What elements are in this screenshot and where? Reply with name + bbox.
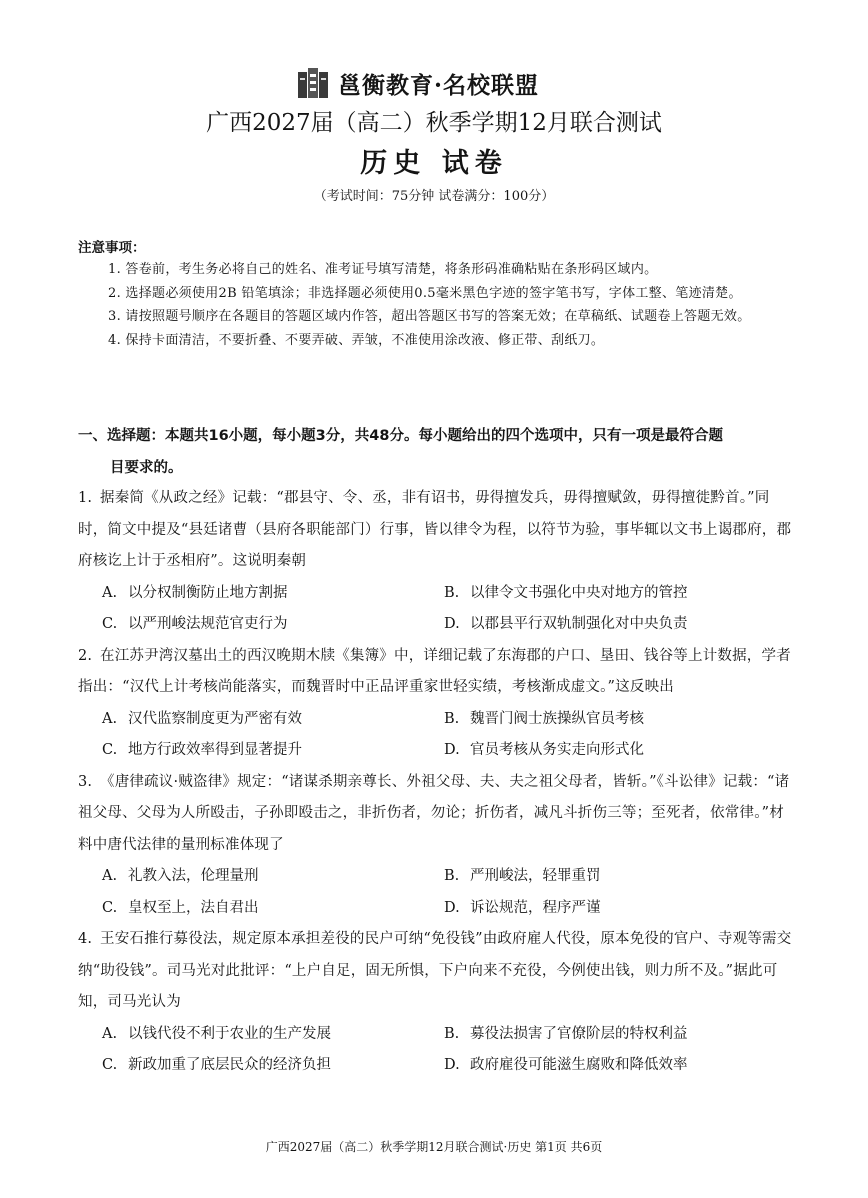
option-letter: C. — [102, 616, 118, 632]
option-text: 皇权至上，法自君出 — [128, 899, 259, 916]
option-a[interactable] — [102, 861, 444, 893]
option-text: 魏晋门阀士族操纵官员考核 — [470, 710, 644, 727]
page-footer: 广西2027届（高二）秋季学期12月联合测试·历史 第1页 共6页 — [265, 1140, 603, 1154]
option-b[interactable] — [444, 861, 818, 893]
brand-name: 邕衡教育·名校联盟 — [338, 71, 540, 99]
option-text: 以分权制衡防止地方割据 — [128, 584, 288, 601]
option-letter: B. — [444, 868, 460, 884]
question-4 — [78, 924, 794, 1082]
question-stem — [78, 641, 794, 704]
exam-info: （考试时间：75分钟 试卷满分：100分） — [313, 189, 555, 204]
question-number: 1. — [78, 490, 93, 506]
section-title — [78, 420, 794, 484]
option-letter: D. — [444, 742, 460, 758]
option-letter: C. — [102, 899, 118, 916]
subject-title: 历史 试卷 — [360, 148, 508, 179]
question-stem — [78, 483, 794, 578]
question-number: 4. — [78, 931, 93, 947]
option-text: 以钱代役不利于农业的生产发展 — [128, 1025, 331, 1042]
notice-item: 3. 请按照题号顺序在各题目的答题区域内作答，超出答题区书写的答案无效；在草稿纸、试题卷上答题无效。 — [108, 309, 751, 324]
section-title-line: 一、选择题：本题共16小题，每小题3分，共48分。每小题给出的四个选项中，只有一项是最符合题 — [78, 428, 723, 444]
options — [78, 861, 794, 924]
option-a[interactable] — [102, 578, 444, 610]
option-b[interactable] — [444, 1019, 818, 1051]
option-letter: A. — [102, 584, 118, 601]
question-number: 3. — [78, 773, 93, 790]
question-text: 在江苏尹湾汉墓出土的西汉晚期木牍《集簿》中，详细记载了东海郡的户口、垦田、钱谷等上计数据，学者指出：“汉代上计考核尚能落实，而魏晋时中正品评重家世轻实绩，考核渐成虚文。”这反映出 — [78, 647, 791, 695]
notice-item: 2. 选择题必须使用2B 铅笔填涂；非选择题必须使用0.5毫米黑色字迹的签字笔书写，字体工整、笔迹清楚。 — [108, 285, 742, 301]
options — [78, 578, 794, 641]
question-3 — [78, 767, 794, 925]
option-b[interactable] — [444, 578, 818, 610]
option-text: 地方行政效率得到显著提升 — [128, 742, 302, 758]
option-text: 政府雇役可能滋生腐败和降低效率 — [470, 1057, 688, 1073]
option-c[interactable] — [102, 735, 444, 767]
question-text: 王安石推行募役法，规定原本承担差役的民户可纳“免役钱”由政府雇人代役，原本免役的官户、寺观等需交纳“助役钱”。司马光对此批评：“上户自足，固无所惧，下户向来不充役，今例使出钱，则力所不及。”据此可知，司马光认为 — [78, 931, 792, 1010]
option-d[interactable] — [444, 735, 818, 767]
option-a[interactable] — [102, 704, 444, 736]
option-d[interactable] — [444, 1050, 818, 1082]
question-text: 《唐律疏议·贼盗律》规定：“诸谋杀期亲尊长、外祖父母、夫、夫之祖父母者，皆斩。”《斗讼律》记载：“诸祖父母、父母为人所殴击，子孙即殴击之，非折伤者，勿论；折伤者，减凡斗折伤三等；至死者，依常律。”材料中唐代法律的量刑标准体现了 — [78, 773, 790, 853]
section-title-line: 目要求的。 — [110, 460, 183, 476]
option-text: 诉讼规范，程序严谨 — [470, 899, 601, 916]
option-letter: D. — [444, 616, 460, 632]
option-letter: D. — [444, 1057, 460, 1073]
option-letter: B. — [444, 584, 460, 601]
option-text: 汉代监察制度更为严密有效 — [128, 710, 302, 727]
option-letter: A. — [102, 868, 118, 884]
option-text: 募役法损害了官僚阶层的特权利益 — [470, 1025, 688, 1042]
option-b[interactable] — [444, 704, 818, 736]
options — [78, 1019, 794, 1082]
option-d[interactable] — [444, 609, 818, 641]
option-d[interactable] — [444, 893, 818, 925]
question-stem — [78, 924, 794, 1019]
option-text: 礼教入法，伦理量刑 — [128, 868, 259, 884]
option-a[interactable] — [102, 1019, 444, 1051]
brand-header — [296, 66, 539, 100]
option-letter: C. — [102, 1057, 118, 1073]
option-letter: A. — [102, 1025, 118, 1042]
question-list — [78, 483, 794, 1082]
option-text: 官员考核从务实走向形式化 — [470, 742, 644, 758]
notice-title: 注意事项： — [78, 240, 146, 256]
question-text: 据秦简《从政之经》记载：“郡县守、令、丞，非有诏书，毋得擅发兵，毋得擅赋敛，毋得擅徙黔首。”同时，简文中提及“县廷诸曹（县府各职能部门）行事，皆以律令为程，以符节为验，事毕辄以文书上谒郡府，郡府核讫上计于丞相府”。这说明秦朝 — [78, 490, 792, 569]
options — [78, 704, 794, 767]
notice-item: 1. 答卷前，考生务必将自己的姓名、准考证号填写清楚，将条形码准确粘贴在条形码区域内。 — [108, 262, 658, 277]
option-letter: D. — [444, 899, 460, 916]
notice-block — [78, 238, 794, 352]
school-alliance-logo-icon — [296, 66, 330, 100]
option-text: 以郡县平行双轨制强化对中央负责 — [470, 616, 688, 632]
option-text: 严刑峻法，轻罪重罚 — [470, 868, 601, 884]
option-c[interactable] — [102, 1050, 444, 1082]
option-letter: B. — [444, 1025, 460, 1042]
option-letter: A. — [102, 710, 118, 727]
question-number: 2. — [78, 647, 93, 664]
question-1 — [78, 483, 794, 641]
question-stem — [78, 767, 794, 862]
option-letter: C. — [102, 742, 118, 758]
option-c[interactable] — [102, 893, 444, 925]
option-letter: B. — [444, 710, 460, 727]
option-c[interactable] — [102, 609, 444, 641]
exam-title: 广西2027届（高二）秋季学期12月联合测试 — [206, 110, 662, 136]
option-text: 以严刑峻法规范官吏行为 — [128, 616, 288, 632]
question-2 — [78, 641, 794, 767]
option-text: 新政加重了底层民众的经济负担 — [128, 1057, 331, 1073]
option-text: 以律令文书强化中央对地方的管控 — [470, 584, 688, 601]
notice-item: 4. 保持卡面清洁，不要折叠、不要弄破、弄皱，不准使用涂改液、修正带、刮纸刀。 — [108, 332, 605, 348]
